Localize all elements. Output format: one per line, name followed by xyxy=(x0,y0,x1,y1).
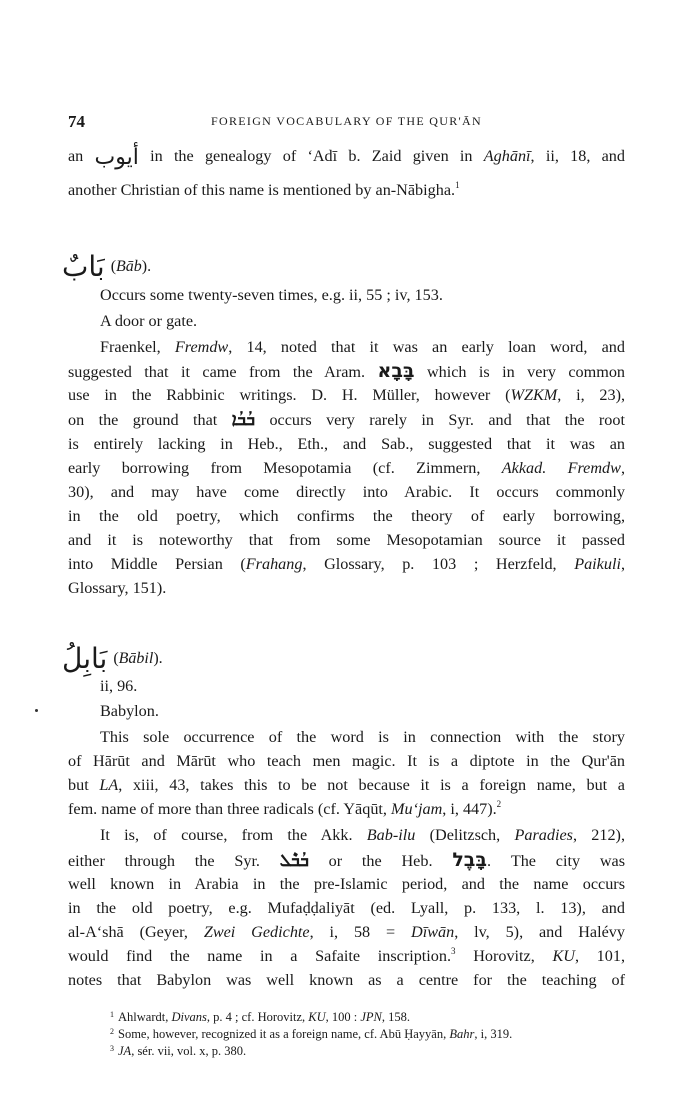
italic-title: WZKM xyxy=(510,386,558,404)
body-line: Glossary, 151). xyxy=(68,579,167,597)
text-run: Horovitz, xyxy=(455,947,553,965)
italic-title: Akkad. Fremdw xyxy=(501,459,621,477)
text-run: , 100 : xyxy=(325,1010,361,1024)
hebrew-word: בָּבָא xyxy=(377,360,415,382)
text-run: , xyxy=(620,555,625,573)
italic-title: Divans xyxy=(171,1010,207,1024)
body-line xyxy=(68,849,625,872)
text-run: , i, 58 = xyxy=(309,923,412,941)
text-run: (Delitzsch, xyxy=(415,826,515,844)
footnote-mark: 3 xyxy=(110,1044,114,1053)
text-run: , 212), xyxy=(572,826,625,844)
footnote-ref[interactable]: 1 xyxy=(455,180,460,190)
body-line: of Hārūt and Mārūt who teach men magic. It is a diptote in the Qur'ān xyxy=(68,752,625,770)
body-line xyxy=(68,553,625,575)
transliteration: Bāb xyxy=(116,258,142,275)
body-line xyxy=(68,179,625,201)
body-line xyxy=(68,774,625,796)
text-run: on the ground that xyxy=(68,411,232,429)
italic-title: LA xyxy=(99,776,119,794)
text-run: . The city was xyxy=(486,852,626,870)
body-line: well known in Arabia in the pre-Islamic period, and the name occurs xyxy=(68,875,625,893)
text-run: fem. name of more than three radicals (cf. Yāqūt, xyxy=(68,800,392,818)
body-line: 30), and may have come directly into Arabic. It occurs commonly xyxy=(68,483,625,501)
text-run: which is in very common xyxy=(414,363,626,381)
text-run: , 158. xyxy=(381,1010,411,1024)
body-line: in the old poetry, e.g. Mufaḍḍaliyāt (ed. Lyall, p. 133, l. 13), and xyxy=(68,899,625,917)
entry-references: ii, 96. xyxy=(100,677,138,695)
italic-title: Fremdw xyxy=(174,338,229,356)
entry-references: Occurs some twenty-seven times, e.g. ii, 55 ; iv, 153. xyxy=(100,286,443,304)
text-run: , sér. vii, vol. x, p. 380. xyxy=(131,1044,247,1058)
body-line xyxy=(100,824,625,846)
text-run: It is, of course, from the Akk. xyxy=(100,826,367,844)
page-number: 74 xyxy=(68,112,85,131)
italic-title: Paradies xyxy=(514,826,573,844)
italic-title: Bahr xyxy=(449,1027,475,1041)
italic-title: Paikuli xyxy=(574,555,621,573)
italic-title: Mu‘jam xyxy=(391,800,443,818)
body-line xyxy=(68,921,625,943)
body-line xyxy=(68,384,625,406)
text-run: , xiii, 43, takes this to be not because it is a foreign name, but a xyxy=(118,776,625,794)
text-run: would find the name in a Safaite inscription. xyxy=(68,947,452,965)
italic-title: KU xyxy=(308,1010,326,1024)
italic-title: Aghānī xyxy=(483,147,531,165)
hebrew-word: בָּבֶל xyxy=(452,849,487,871)
entry-meaning: A door or gate. xyxy=(100,312,198,330)
text-run: , xyxy=(620,459,625,477)
arabic-headword: بَابٌ xyxy=(62,250,105,283)
body-line: and it is noteworthy that from some Mesopotamian source it passed xyxy=(68,531,625,549)
footnote xyxy=(110,1044,246,1059)
body-line xyxy=(68,409,625,431)
body-line xyxy=(68,145,625,169)
italic-title: Dīwān xyxy=(411,923,455,941)
text-run: , 14, noted that it was an early loan word, and xyxy=(228,338,625,356)
syriac-word: ܒܳܒܶܠ xyxy=(279,851,309,871)
text-run: Fraenkel, xyxy=(100,338,175,356)
footnote xyxy=(110,1027,512,1042)
italic-title: Frahang xyxy=(245,555,303,573)
body-line xyxy=(100,336,625,358)
text-run: Some, however, recognized it as a foreign name, cf. Abū Ḥayyān, xyxy=(118,1027,450,1041)
text-run: al-A‘shā (Geyer, xyxy=(68,923,204,941)
transliteration: Bābil xyxy=(118,650,154,667)
italic-title: Bab-ilu xyxy=(366,826,416,844)
running-head xyxy=(68,112,625,132)
text-run: early borrowing from Mesopotamia (cf. Zimmern, xyxy=(68,459,502,477)
text-run: , p. 4 ; cf. Horovitz, xyxy=(206,1010,309,1024)
italic-title: JA xyxy=(118,1044,132,1058)
text-run: another Christian of this name is mentioned by an-Nābigha. xyxy=(68,181,456,199)
footnote xyxy=(110,1010,410,1025)
text-run: Ahlwardt, xyxy=(118,1010,172,1024)
text-run: , i, 23), xyxy=(557,386,626,404)
body-line xyxy=(68,798,625,820)
footnote-ref[interactable]: 3 xyxy=(451,946,456,956)
body-line xyxy=(68,945,625,967)
text-run: occurs very rarely in Syr. and that the root xyxy=(255,411,625,429)
text-run: or the Heb. xyxy=(308,852,453,870)
entry-meaning: Babylon. xyxy=(100,702,159,720)
syriac-word: ܒܳܒܳܐ xyxy=(231,410,256,430)
footnote-ref[interactable]: 2 xyxy=(496,799,502,809)
text-run: into Middle Persian ( xyxy=(68,555,246,573)
scan-speck xyxy=(35,709,38,712)
text-run: use in the Rabbinic writings. D. H. Müller, however ( xyxy=(68,386,511,404)
body-line xyxy=(68,457,625,479)
body-line xyxy=(68,360,625,383)
text-run: but xyxy=(68,776,100,794)
text-run: , ii, 18, and xyxy=(530,147,625,165)
italic-title: KU xyxy=(552,947,575,965)
text-run: in the genealogy of ‘Adī b. Zaid given in xyxy=(138,147,484,165)
footnote-mark: 2 xyxy=(110,1027,114,1036)
text-run: suggested that it came from the Aram. xyxy=(68,363,378,381)
running-title: FOREIGN VOCABULARY OF THE QUR'ĀN xyxy=(211,114,482,128)
text-run: an xyxy=(68,147,95,165)
italic-title: JPN xyxy=(360,1010,382,1024)
arabic-headword: بَابِلُ xyxy=(62,642,108,675)
entry-headword: بَابٌ (Bāb). xyxy=(62,250,152,283)
text-run: , 101, xyxy=(574,947,625,965)
body-line: notes that Babylon was well known as a centre for the teaching of xyxy=(68,971,625,989)
entry-headword: بَابِلُ (Bābil). xyxy=(62,642,163,675)
arabic-word: أيوب xyxy=(94,145,139,170)
body-line: This sole occurrence of the word is in connection with the story xyxy=(100,728,625,746)
text-run: , Glossary, p. 103 ; Herzfeld, xyxy=(302,555,575,573)
text-run: , i, 319. xyxy=(474,1027,513,1041)
footnote-mark: 1 xyxy=(110,1010,114,1019)
italic-title: Zwei Gedichte xyxy=(203,923,310,941)
text-run: , lv, 5), and Halévy xyxy=(454,923,625,941)
text-run: , i, 447). xyxy=(442,800,497,818)
body-line: in the old poetry, which confirms the theory of early borrowing, xyxy=(68,507,625,525)
body-line: is entirely lacking in Heb., Eth., and Sab., suggested that it was an xyxy=(68,435,625,453)
text-run: either through the Syr. xyxy=(68,852,280,870)
